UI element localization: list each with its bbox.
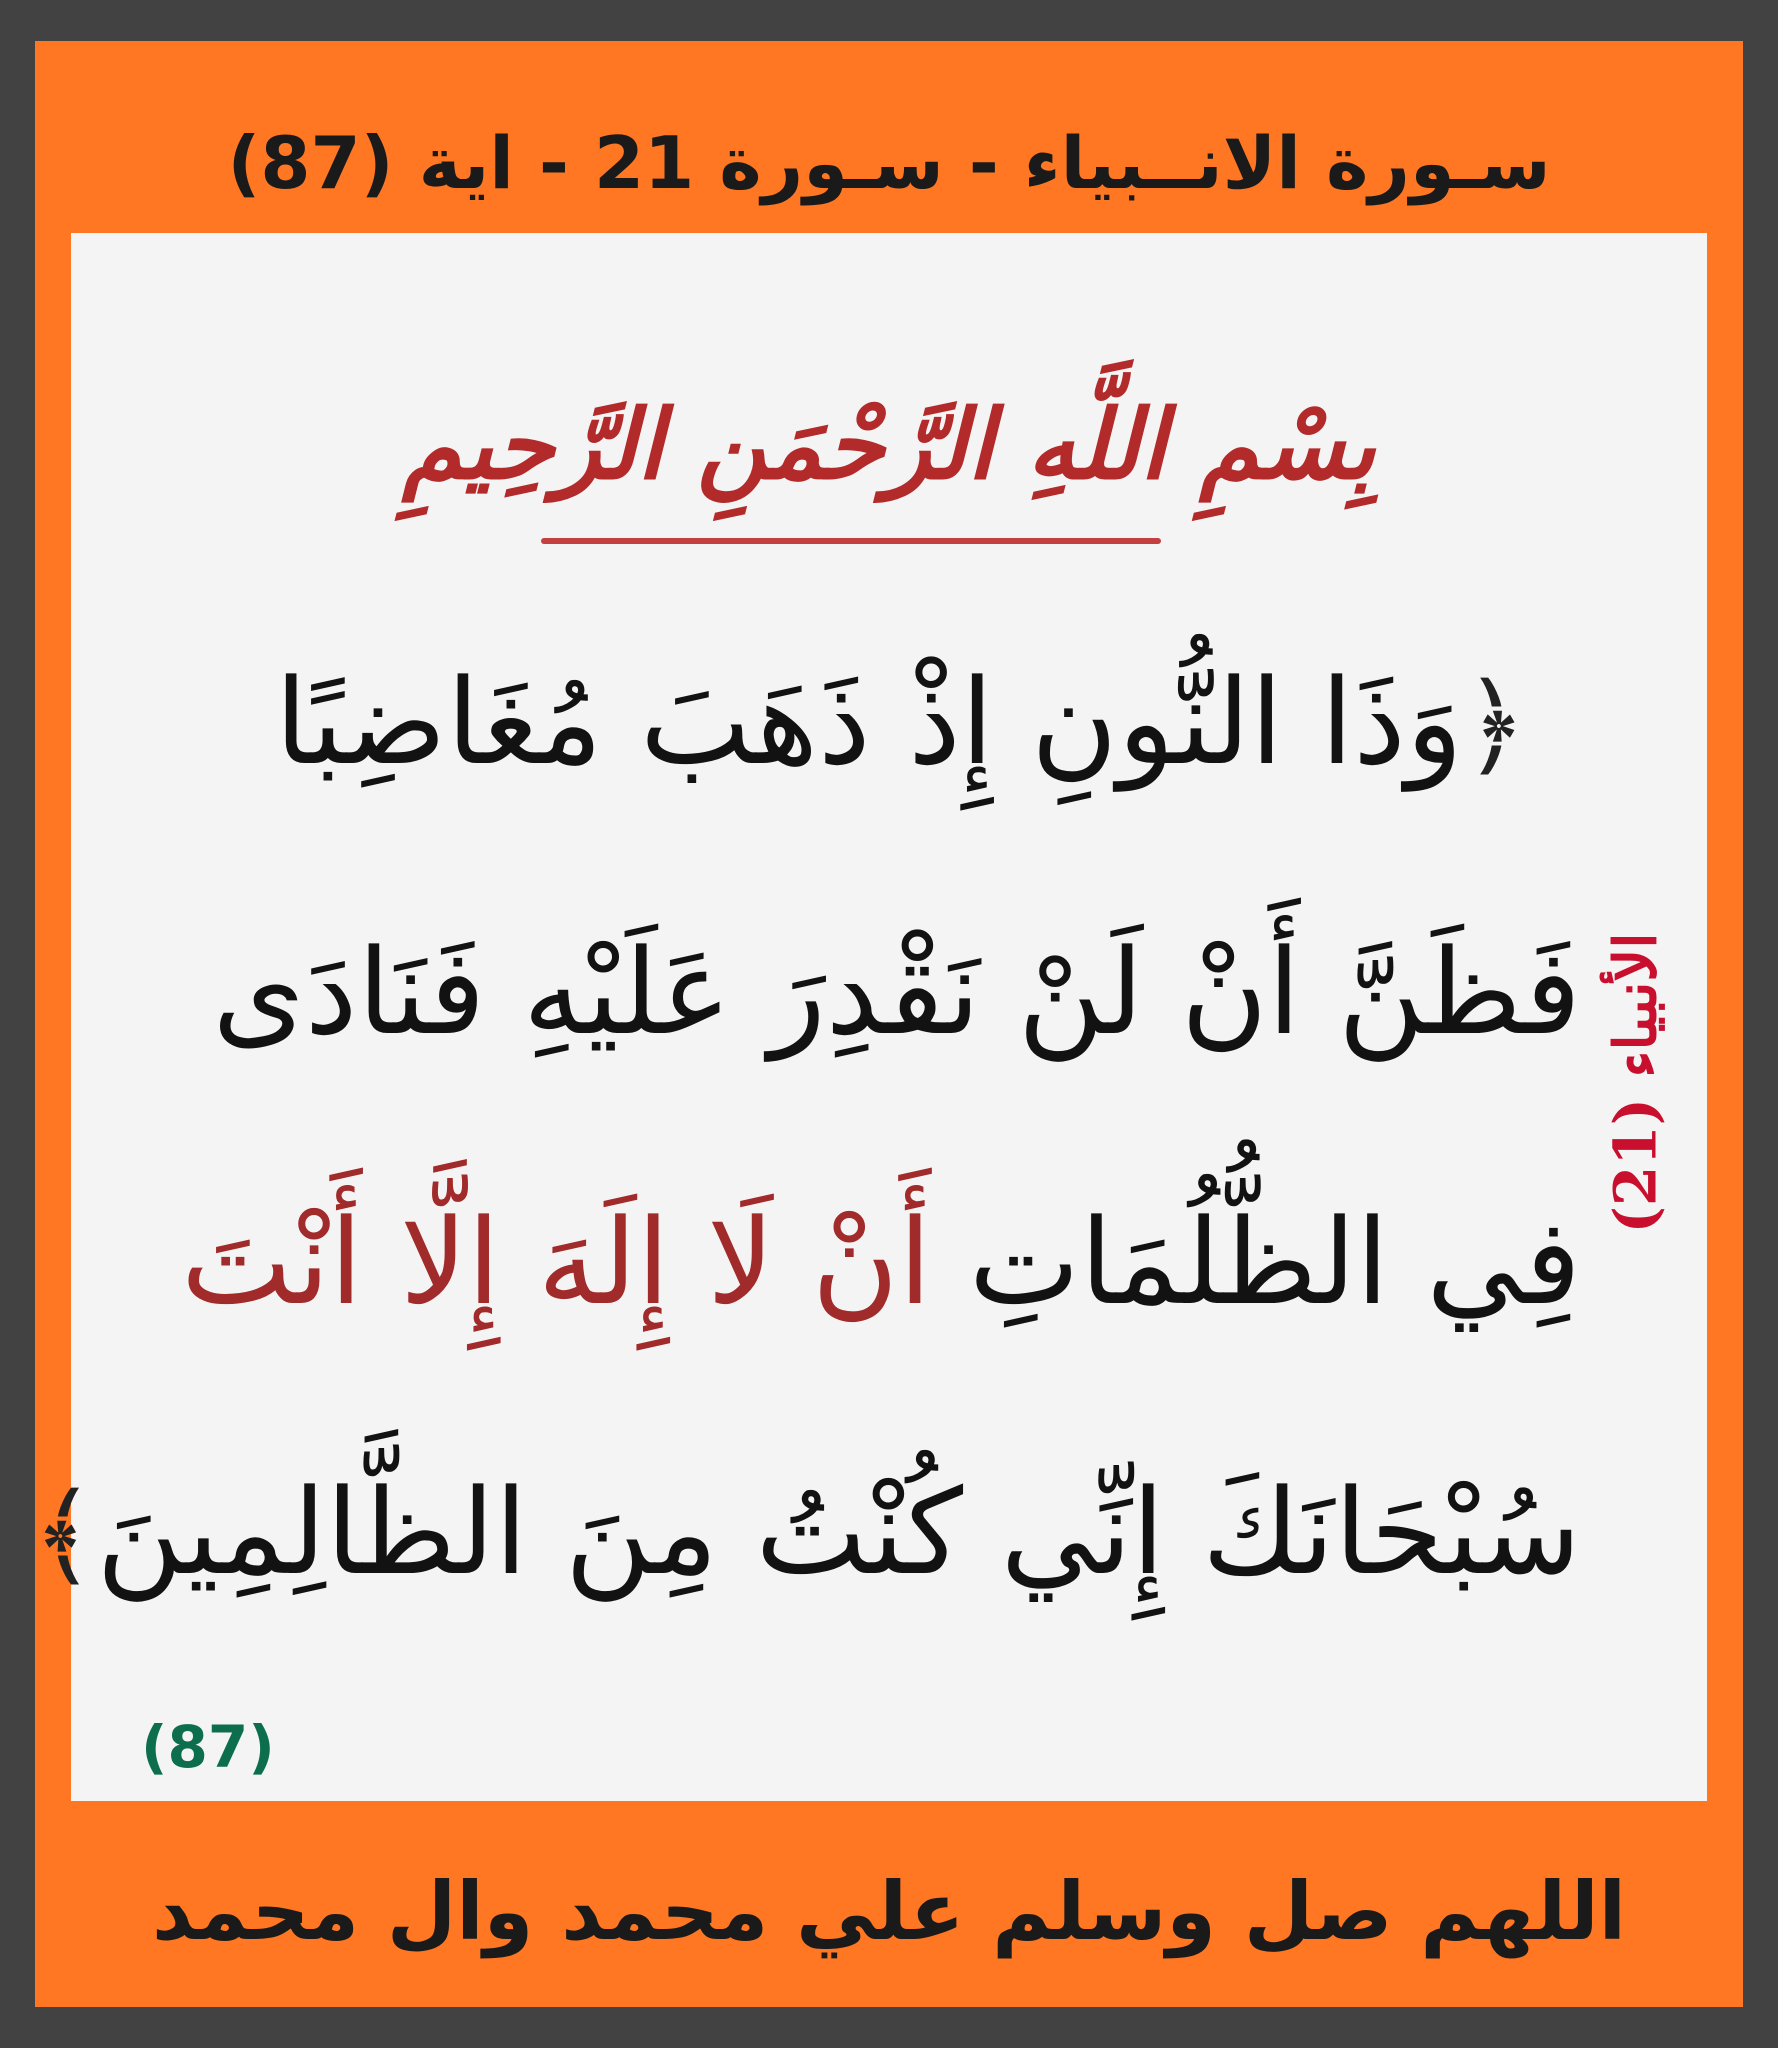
verse-line-3-black: فِي الظُّلُمَاتِ bbox=[968, 1193, 1581, 1331]
verse-line-3 bbox=[181, 1193, 1581, 1331]
verse-line-4 bbox=[31, 1463, 1581, 1601]
basmala: بِسْمِ اللَّهِ الرَّحْمَنِ الرَّحِيمِ bbox=[402, 388, 1376, 501]
verse-number: (87) bbox=[141, 1713, 275, 1781]
verse-panel bbox=[31, 233, 1707, 1801]
basmala-underline bbox=[541, 538, 1161, 544]
page-title: سـورة الانــبياء - سـورة 21 - اية (87) bbox=[227, 121, 1551, 205]
verse-line-1-text: وَذَا النُّونِ إِذْ ذَهَبَ مُغَاضِبًا bbox=[274, 653, 1463, 791]
verse-open-bracket: ﴿ bbox=[1462, 661, 1528, 789]
verse-line-4-text: سُبْحَانَكَ إِنِّي كُنْتُ مِنَ الظَّالِمِينَ bbox=[96, 1463, 1581, 1601]
footer-salawat: اللهم صل وسلم علي محمد وال محمد bbox=[151, 1864, 1627, 1958]
verse-line-1 bbox=[221, 653, 1581, 791]
verse-line-2: فَظَنَّ أَنْ لَنْ نَقْدِرَ عَلَيْهِ فَنَادَى bbox=[212, 923, 1581, 1061]
surah-side-label-text: الأنبياء (21) bbox=[1602, 932, 1670, 1234]
verse-line-3-red: أَنْ لَا إِلَهَ إِلَّا أَنْتَ bbox=[181, 1193, 932, 1331]
orange-frame bbox=[31, 41, 1743, 2007]
verse-close-bracket: ﴾ bbox=[31, 1471, 97, 1599]
surah-side-label bbox=[1591, 933, 1681, 1233]
